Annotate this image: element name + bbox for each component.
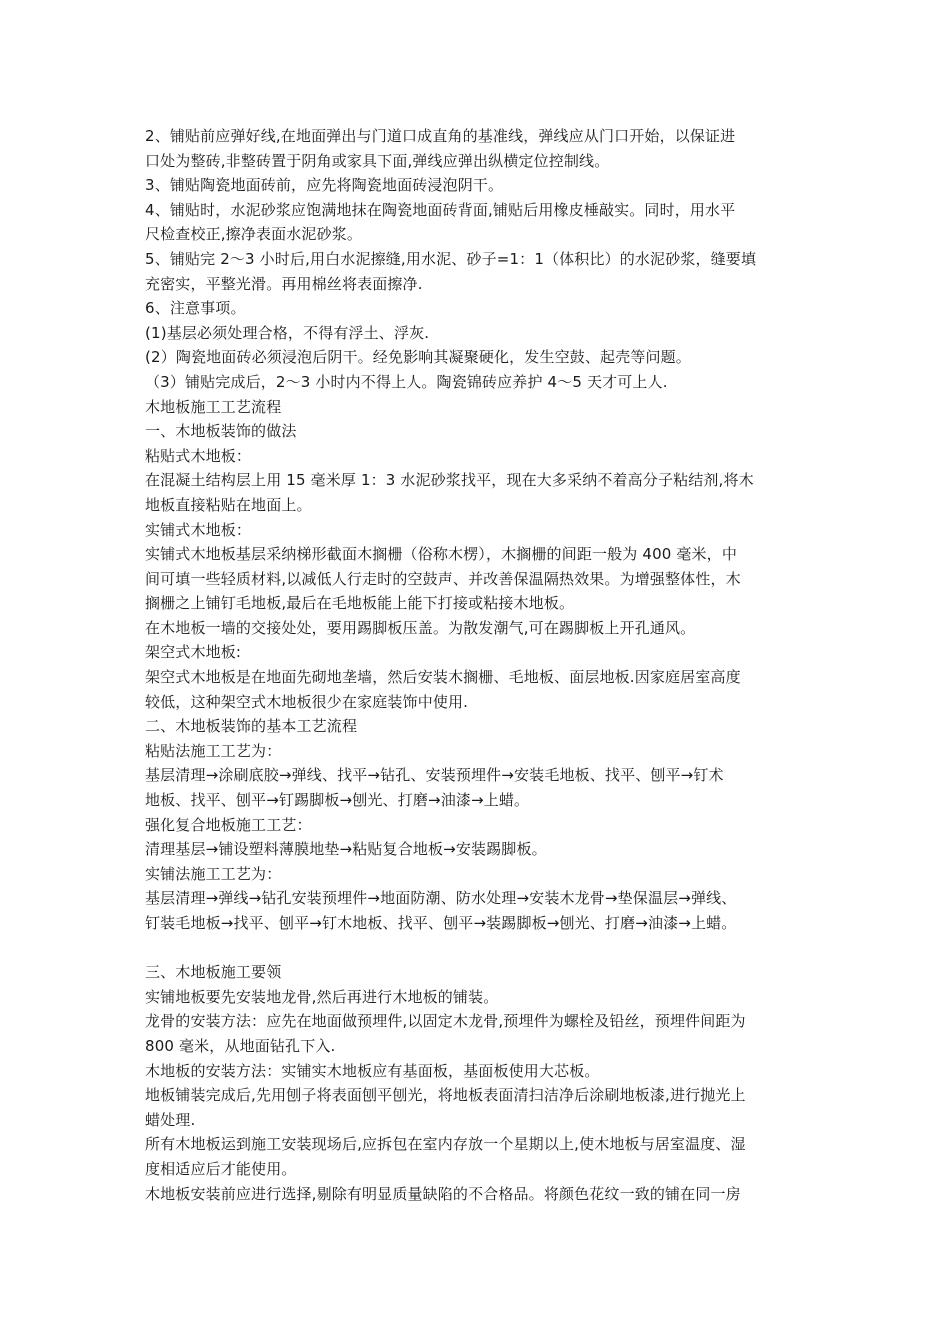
text-line: 钉装毛地板→找平、刨平→钉木地板、找平、刨平→装踢脚板→刨光、打磨→油漆→上蜡。 — [145, 914, 737, 932]
text-line: 800 毫米，从地面钻孔下入. — [145, 1036, 336, 1055]
text-line: 龙骨的安装方法：应先在地面做预埋件,以固定木龙骨,预埋件为螺栓及铅丝，预埋件间距为 — [145, 1012, 746, 1031]
text-line: 较低，这种架空式木地板很少在家庭装饰中使用. — [145, 692, 469, 711]
text-line: 在混凝土结构层上用 15 毫米厚 1：3 水泥砂浆找平，现在大多采纳不着高分子粘结剂,将木 — [145, 471, 754, 490]
text-line: 三、木地板施工要领 — [145, 963, 282, 982]
text-line: 充密实，平整光滑。再用棉丝将表面擦净. — [145, 274, 423, 293]
text-line: 口处为整砖,非整砖置于阴角或家具下面,弹线应弹出纵横定位控制线。 — [145, 151, 610, 170]
document-body — [145, 124, 809, 1206]
text-line: (1)基层必须处理合格，不得有浮土、浮灰. — [145, 323, 430, 342]
text-line: 实铺式木地板： — [145, 520, 252, 539]
text-line: 实铺法施工工艺为： — [145, 864, 282, 883]
text-line: 基层清理→涂刷底胶→弹线、找平→钻孔、安装预埋件→安装毛地板、找平、刨平→钉术 — [145, 766, 724, 785]
text-line: 蜡处理. — [145, 1110, 196, 1129]
text-line: 架空式木地板是在地面先砌地垄墙，然后安装木搁栅、毛地板、面层地板.因家庭居室高度 — [145, 668, 741, 687]
text-line: 木地板安装前应进行选择,剔除有明显质量缺陷的不合格品。将颜色花纹一致的铺在同一房 — [145, 1184, 741, 1203]
text-line: 2、铺贴前应弹好线,在地面弹出与门道口成直角的基准线，弹线应从门口开始，以保证进 — [145, 127, 736, 145]
text-line: 度相适应后才能使用。 — [145, 1159, 297, 1178]
text-line: 地板铺装完成后,先用刨子将表面刨平刨光，将地板表面清扫洁净后涂刷地板漆,进行抛光上 — [145, 1086, 746, 1105]
text-line: 强化复合地板施工工艺： — [145, 815, 312, 834]
text-line: 粘贴式木地板： — [145, 446, 252, 465]
text-line: 在木地板一墙的交接处处，要用踢脚板压盖。为散发潮气,可在踢脚板上开孔通风。 — [145, 618, 696, 637]
text-line: 间可填一些轻质材料,以减低人行走时的空鼓声、并改善保温隔热效果。为增强整体性，木 — [145, 569, 741, 588]
text-line: 基层清理→弹线→钻孔安装预埋件→地面防潮、防水处理→安装木龙骨→垫保温层→弹线、 — [145, 889, 737, 908]
text-line: 5、铺贴完 2～3 小时后,用白水泥擦缝,用水泥、砂子=1：1（体积比）的水泥砂浆，缝要填 — [145, 249, 757, 268]
text-line: 粘贴法施工工艺为： — [145, 741, 282, 760]
text-line: 实铺式木地板基层采纳梯形截面木搁栅（俗称木楞），木搁栅的间距一般为 400 毫米，中 — [145, 545, 737, 564]
text-line: 木地板的安装方法：实铺实木地板应有基面板，基面板使用大芯板。 — [145, 1061, 600, 1080]
text-line: 6、注意事项。 — [145, 299, 246, 318]
text-line: 地板直接粘贴在地面上。 — [145, 495, 312, 514]
text-line: 4、铺贴时，水泥砂浆应饱满地抹在陶瓷地面砖背面,铺贴后用橡皮棰敲实。同时，用水平 — [145, 200, 736, 219]
text-line: 搁栅之上铺钉毛地板,最后在毛地板能上能下打接或粘接木地板。 — [145, 594, 575, 613]
text-line: 一、木地板装饰的做法 — [145, 422, 297, 441]
blank-line — [145, 936, 809, 961]
text-line: 二、木地板装饰的基本工艺流程 — [145, 717, 358, 736]
text-line: 所有木地板运到施工安装现场后,应拆包在室内存放一个星期以上,使木地板与居室温度、湿 — [145, 1135, 746, 1154]
text-line: 3、铺贴陶瓷地面砖前，应先将陶瓷地面砖浸泡阴干。 — [145, 176, 504, 195]
text-line: 实铺地板要先安装地龙骨,然后再进行木地板的铺装。 — [145, 987, 499, 1006]
text-line: 木地板施工工艺流程 — [145, 397, 282, 416]
text-line: 清理基层→铺设塑料薄膜地垫→粘贴复合地板→安装踢脚板。 — [145, 840, 547, 859]
text-line: (2）陶瓷地面砖必须浸泡后阴干。经免影响其凝聚硬化，发生空鼓、起壳等问题。 — [145, 348, 691, 367]
text-line: 架空式木地板: — [145, 643, 242, 662]
text-line: 地板、找平、刨平→钉踢脚板→刨光、打磨→油漆→上蜡。 — [145, 791, 530, 810]
text-line: （3）铺贴完成后，2～3 小时内不得上人。陶瓷锦砖应养护 4～5 天才可上人. — [145, 372, 668, 391]
text-line: 尺检查校正,擦净表面水泥砂浆。 — [145, 225, 363, 244]
